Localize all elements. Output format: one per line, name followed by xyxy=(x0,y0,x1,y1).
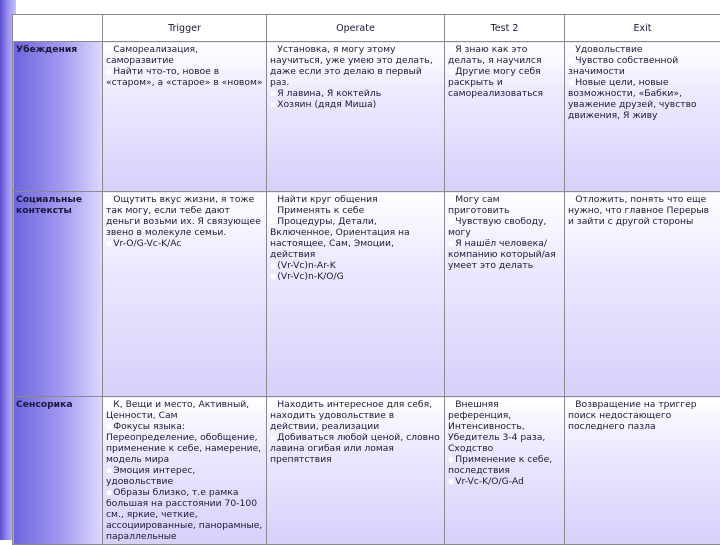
row-label: Сенсорика xyxy=(13,397,103,545)
cell-line: ▪ Внешняя референция, Интенсивность, Убедитель 3-4 раза, Сходство xyxy=(448,399,561,454)
table-row xyxy=(13,42,720,192)
table-cell xyxy=(565,397,720,545)
table-cell xyxy=(103,42,267,192)
cell-line: ▪ Чувство собственной значимости xyxy=(568,55,717,77)
cell-line: ▪ Другие могу себя раскрыть и самореализоваться xyxy=(448,66,561,99)
header-trigger: Trigger xyxy=(103,15,267,42)
table-cell xyxy=(103,397,267,545)
cell-line: ▪ Добиваться любой ценой, словно лавина огибая или ломая препятствия xyxy=(270,432,441,465)
cell-line: ▪ Находить интересное для себя, находить удовольствие в действии, реализации xyxy=(270,399,441,432)
cell-line: ▪ Я лавина, Я коктейль xyxy=(270,88,441,99)
header-corner xyxy=(13,15,103,42)
cell-line: ▪ Самореализация, саморазвитие xyxy=(106,44,263,66)
cell-line: ▪ Применять к себе xyxy=(270,205,441,216)
cell-line: ▪ Я знаю как это делать, я научился xyxy=(448,44,561,66)
top-table xyxy=(12,14,720,545)
row-label: Социальные контексты xyxy=(13,192,103,397)
cell-line: ▪ Хозяин (дядя Миша) xyxy=(270,99,441,110)
cell-line: ▪ Vr-Vc-K/O/G-Ad xyxy=(448,476,561,487)
table-cell xyxy=(267,192,445,397)
cell-line: ▪ Эмоция интерес, удовольствие xyxy=(106,465,263,487)
cell-line: ▪ (Vr-Vc)n-K/O/G xyxy=(270,271,441,282)
cell-line: ▪ Могу сам приготовить xyxy=(448,194,561,216)
header-test2: Test 2 xyxy=(445,15,565,42)
header-row xyxy=(13,15,720,42)
cell-line: ▪ Я нашёл человека/компанию который/ая умеет это делать xyxy=(448,238,561,271)
table-cell xyxy=(445,42,565,192)
table-cell xyxy=(267,397,445,545)
table-cell xyxy=(267,42,445,192)
cell-line: ▪ Найти круг общения xyxy=(270,194,441,205)
cell-line: ▪ Образы близко, т.е рамка большая на расстоянии 70-100 см., яркие, четкие, ассоциированные, панорамные, параллельные xyxy=(106,487,263,542)
cell-line: ▪ Фокусы языка: Переопределение, обобщение, применение к себе, намерение, модель мира xyxy=(106,421,263,465)
table-cell xyxy=(445,192,565,397)
cell-line: ▪ Новые цели, новые возможности, «Бабки», уважение друзей, чувство движения, Я живу xyxy=(568,77,717,121)
table-row xyxy=(13,397,720,545)
table-cell xyxy=(445,397,565,545)
table-cell xyxy=(103,192,267,397)
cell-line: ▪ Применение к себе, последствия xyxy=(448,454,561,476)
cell-line: ▪ Ощутить вкус жизни, я тоже так могу, если тебе дают деньги возьми их. Я связующее звено в молекуле семьи. xyxy=(106,194,263,238)
cell-line: ▪ Чувствую свободу, могу xyxy=(448,216,561,238)
header-exit: Exit xyxy=(565,15,720,42)
table-cell xyxy=(565,192,720,397)
cell-line: ▪ Vr-O/G-Vc-K/Ac xyxy=(106,238,263,249)
cell-line: ▪ Найти что-то, новое в «старом», а «старое» в «новом» xyxy=(106,66,263,88)
table-row xyxy=(13,192,720,397)
cell-line: ▪ (Vr-Vc)n-Ar-K xyxy=(270,260,441,271)
cell-line: ▪ Удовольствие xyxy=(568,44,717,55)
table-cell xyxy=(565,42,720,192)
cell-line: ▪ К, Вещи и место, Активный, Ценности, Сам xyxy=(106,399,263,421)
cell-line: ▪ Процедуры, Детали, Включенное, Ориентация на настоящее, Сам, Эмоции, действия xyxy=(270,216,441,260)
row-label: Убеждения xyxy=(13,42,103,192)
cell-line: ▪ Установка, я могу этому научиться, уже умею это делать, даже если это делаю в первый раз. xyxy=(270,44,441,88)
cell-line: ▪ Возвращение на триггер поиск недостающего последнего пазла xyxy=(568,399,717,432)
header-operate: Operate xyxy=(267,15,445,42)
cell-line: ▪ Отложить, понять что еще нужно, что главное Перерыв и зайти с другой стороны xyxy=(568,194,717,227)
